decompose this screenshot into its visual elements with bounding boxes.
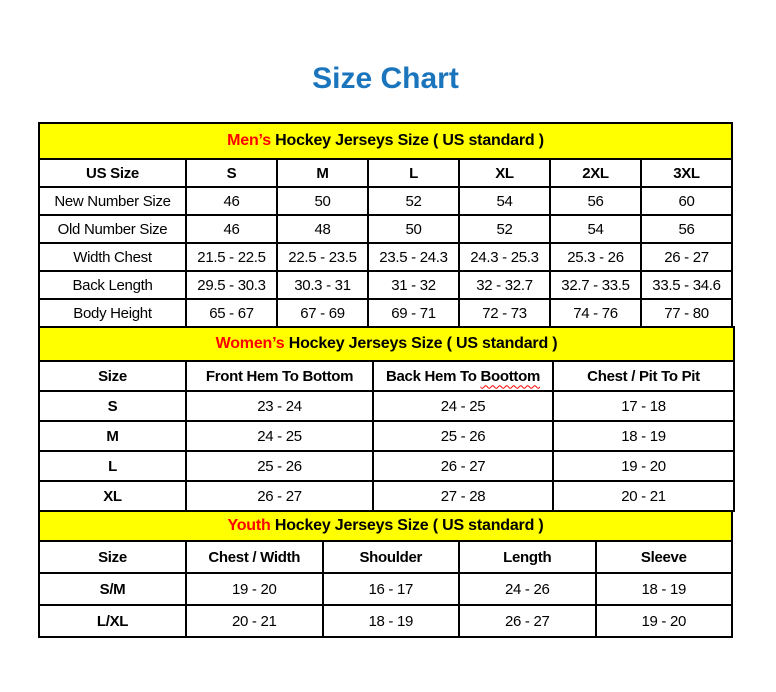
table-cell: 26 - 27 [373,451,553,481]
youth-banner-rest: Hockey Jerseys Size ( US standard ) [270,517,544,534]
row-label: Body Height [39,299,186,327]
womens-banner [39,327,734,361]
table-cell: 24 - 25 [373,391,553,421]
row-label: M [39,421,186,451]
table-cell: 31 - 32 [368,271,459,299]
youth-header-chest-width: Chest / Width [186,541,323,573]
womens-banner-rest: Hockey Jerseys Size ( US standard ) [284,335,558,352]
table-cell: 26 - 27 [641,243,732,271]
table-cell: 54 [459,187,550,215]
table-cell: 24 - 26 [459,573,596,605]
table-cell: 29.5 - 30.3 [186,271,277,299]
youth-header-size: Size [39,541,186,573]
table-cell: 18 - 19 [553,421,734,451]
table-cell: 20 - 21 [186,605,323,637]
table-cell: 48 [277,215,368,243]
youth-banner [39,511,732,541]
womens-banner-highlight: Women’s [215,335,285,352]
youth-header-length: Length [459,541,596,573]
mens-header-l: L [368,159,459,187]
table-cell: 46 [186,187,277,215]
row-label: Width Chest [39,243,186,271]
row-label: S/M [39,573,186,605]
womens-header-front-hem: Front Hem To Bottom [186,361,373,391]
mens-header-3xl: 3XL [641,159,732,187]
table-cell: 17 - 18 [553,391,734,421]
table-cell: 26 - 27 [459,605,596,637]
row-label: Old Number Size [39,215,186,243]
womens-header-row [39,361,734,391]
row-label: XL [39,481,186,511]
back-hem-typo-spellcheck: Boottom [480,367,541,385]
womens-row-l [39,451,734,481]
table-cell: 56 [641,215,732,243]
womens-row-s [39,391,734,421]
table-cell: 19 - 20 [596,605,733,637]
table-cell: 16 - 17 [323,573,460,605]
youth-row-sm [39,573,732,605]
womens-header-size: Size [39,361,186,391]
youth-header-shoulder: Shoulder [323,541,460,573]
row-label: New Number Size [39,187,186,215]
womens-header-chest: Chest / Pit To Pit [553,361,734,391]
table-cell: 25 - 26 [373,421,553,451]
table-cell: 21.5 - 22.5 [186,243,277,271]
table-cell: 22.5 - 23.5 [277,243,368,271]
mens-banner-row [39,123,732,159]
womens-banner-row [39,327,734,361]
table-cell: 50 [277,187,368,215]
mens-row-old-number-size [39,215,732,243]
womens-size-table [38,326,735,512]
mens-row-width-chest [39,243,732,271]
back-hem-prefix: Back Hem To [385,367,481,385]
table-cell: 60 [641,187,732,215]
mens-row-back-length [39,271,732,299]
table-cell: 69 - 71 [368,299,459,327]
table-cell: 18 - 19 [596,573,733,605]
table-cell: 65 - 67 [186,299,277,327]
table-cell: 30.3 - 31 [277,271,368,299]
table-cell: 67 - 69 [277,299,368,327]
youth-row-lxl [39,605,732,637]
row-label: L/XL [39,605,186,637]
table-cell: 77 - 80 [641,299,732,327]
table-cell: 23.5 - 24.3 [368,243,459,271]
table-cell: 33.5 - 34.6 [641,271,732,299]
mens-banner-rest: Hockey Jerseys Size ( US standard ) [270,132,544,149]
row-label: L [39,451,186,481]
mens-row-new-number-size [39,187,732,215]
table-cell: 52 [368,187,459,215]
table-cell: 24 - 25 [186,421,373,451]
table-cell: 19 - 20 [553,451,734,481]
womens-row-m [39,421,734,451]
womens-row-xl [39,481,734,511]
youth-size-table [38,510,733,638]
youth-banner-highlight: Youth [227,517,271,534]
youth-header-sleeve: Sleeve [596,541,733,573]
table-cell: 26 - 27 [186,481,373,511]
table-cell: 52 [459,215,550,243]
table-cell: 74 - 76 [550,299,641,327]
mens-header-2xl: 2XL [550,159,641,187]
row-label: S [39,391,186,421]
mens-banner [39,123,732,159]
table-cell: 20 - 21 [553,481,734,511]
size-tables [38,122,733,638]
table-cell: 56 [550,187,641,215]
table-cell: 18 - 19 [323,605,460,637]
table-cell: 27 - 28 [373,481,553,511]
mens-header-us-size: US Size [39,159,186,187]
mens-size-table [38,122,733,328]
table-cell: 32 - 32.7 [459,271,550,299]
mens-header-row [39,159,732,187]
table-cell: 25 - 26 [186,451,373,481]
mens-header-s: S [186,159,277,187]
mens-row-body-height [39,299,732,327]
table-cell: 50 [368,215,459,243]
table-cell: 24.3 - 25.3 [459,243,550,271]
mens-header-m: M [277,159,368,187]
table-cell: 32.7 - 33.5 [550,271,641,299]
table-cell: 54 [550,215,641,243]
page-title: Size Chart [312,62,459,95]
mens-header-xl: XL [459,159,550,187]
table-cell: 46 [186,215,277,243]
youth-banner-row [39,511,732,541]
table-cell: 19 - 20 [186,573,323,605]
mens-banner-highlight: Men’s [227,132,271,149]
row-label: Back Length [39,271,186,299]
womens-header-back-hem [373,361,553,391]
table-cell: 72 - 73 [459,299,550,327]
table-cell: 23 - 24 [186,391,373,421]
table-cell: 25.3 - 26 [550,243,641,271]
youth-header-row [39,541,732,573]
